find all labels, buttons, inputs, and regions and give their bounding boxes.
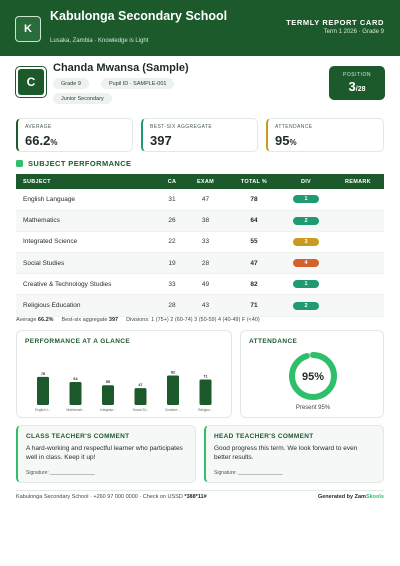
bar-value-label: 82 bbox=[170, 370, 176, 375]
table-row bbox=[16, 295, 384, 316]
col-subject: SUBJECT bbox=[16, 174, 161, 189]
student-name: Chanda Mwansa (Sample) bbox=[53, 62, 189, 74]
table-row bbox=[16, 231, 384, 252]
attendance-card bbox=[266, 118, 384, 152]
table-row bbox=[16, 189, 384, 210]
total-score: 82 bbox=[228, 274, 280, 295]
division-cell bbox=[280, 189, 332, 210]
student-avatar: C bbox=[15, 66, 47, 98]
school-name: Kabulonga Secondary School bbox=[50, 9, 228, 23]
class-teacher-comment bbox=[16, 425, 196, 483]
attendance-panel bbox=[240, 330, 384, 418]
class-comment-text: A hard-working and respectful learner who participates well in class. Keep it up! bbox=[26, 445, 183, 461]
performance-chart bbox=[17, 347, 231, 417]
ca-score: 22 bbox=[161, 231, 183, 252]
exam-score: 38 bbox=[183, 210, 228, 231]
aggregate-card bbox=[141, 118, 258, 152]
bar-category-label: Social St... bbox=[132, 408, 149, 412]
col-remark: REMARK bbox=[332, 174, 384, 189]
bar-1 bbox=[70, 382, 82, 405]
bar-category-label: Creative ... bbox=[165, 408, 181, 412]
aggregate-label: BEST-SIX AGGREGATE bbox=[150, 124, 213, 130]
section-marker-icon bbox=[16, 160, 23, 167]
bar-category-label: Religiou... bbox=[198, 408, 213, 412]
division-badge: 1 bbox=[293, 280, 319, 288]
ca-score: 26 bbox=[161, 210, 183, 231]
level-chip: Junior Secondary bbox=[53, 93, 112, 104]
bar-2 bbox=[102, 385, 114, 405]
footer-contact: Kabulonga Secondary School · +260 97 000 0000 · Check on USSD *388*11# bbox=[16, 494, 207, 500]
division-badge: 3 bbox=[293, 238, 319, 246]
report-header bbox=[0, 0, 400, 56]
summary-aggregate: Best-six aggregate 397 bbox=[61, 317, 119, 323]
position-value: 3/28 bbox=[348, 79, 366, 94]
pupil-id-chip: Pupil ID · SAMPLE-001 bbox=[101, 78, 174, 89]
summary-average: Average 66.2% bbox=[16, 317, 54, 323]
bar-value-label: 64 bbox=[73, 376, 78, 381]
subject-name: English Language bbox=[16, 189, 161, 210]
performance-title: PERFORMANCE AT A GLANCE bbox=[25, 338, 131, 345]
table-row bbox=[16, 210, 384, 231]
remark-cell bbox=[332, 253, 384, 274]
table-row bbox=[16, 274, 384, 295]
head-signature-line: Signature: ________________ bbox=[214, 470, 283, 476]
division-cell bbox=[280, 231, 332, 252]
total-score: 55 bbox=[228, 231, 280, 252]
total-score: 64 bbox=[228, 210, 280, 231]
summary-line bbox=[16, 317, 260, 323]
attendance-label: ATTENDANCE bbox=[275, 124, 313, 130]
average-label: AVERAGE bbox=[25, 124, 52, 130]
subjects-table bbox=[16, 174, 384, 317]
col-exam: EXAM bbox=[183, 174, 228, 189]
exam-score: 28 bbox=[183, 253, 228, 274]
summary-divisions: Divisions: 1 (75+) 2 (60-74) 3 (50-59) 4 (40-49) F (<40) bbox=[126, 317, 260, 323]
table-row bbox=[16, 253, 384, 274]
school-subtitle: Lusaka, Zambia · Knowledge is Light bbox=[50, 38, 149, 44]
col-div: DIV bbox=[280, 174, 332, 189]
attendance-percent: 95% bbox=[301, 371, 325, 383]
ca-score: 19 bbox=[161, 253, 183, 274]
attendance-ring bbox=[241, 345, 385, 405]
bar-category-label: Integrate... bbox=[100, 408, 116, 412]
division-cell bbox=[280, 253, 332, 274]
head-comment-text: Good progress this term. We look forward to even better results. bbox=[214, 445, 358, 461]
bar-value-label: 55 bbox=[105, 380, 111, 385]
bar-5 bbox=[200, 379, 212, 405]
subject-name: Religious Education bbox=[16, 295, 161, 316]
head-comment-title: HEAD TEACHER'S COMMENT bbox=[214, 433, 314, 440]
subject-name: Mathematics bbox=[16, 210, 161, 231]
division-badge: 2 bbox=[293, 217, 319, 225]
remark-cell bbox=[332, 231, 384, 252]
head-teacher-comment bbox=[204, 425, 384, 483]
subject-name: Creative & Technology Studies bbox=[16, 274, 161, 295]
remark-cell bbox=[332, 295, 384, 316]
bar-value-label: 71 bbox=[203, 374, 208, 379]
bar-4 bbox=[167, 375, 179, 405]
position-box bbox=[329, 66, 385, 100]
report-term: Term 1 2026 · Grade 9 bbox=[323, 29, 384, 35]
bar-category-label: Mathemati... bbox=[66, 408, 85, 412]
grade-chip: Grade 9 bbox=[53, 78, 89, 89]
subject-name: Social Studies bbox=[16, 253, 161, 274]
bar-value-label: 78 bbox=[40, 371, 46, 376]
exam-score: 47 bbox=[183, 189, 228, 210]
table-header-row bbox=[16, 174, 384, 189]
division-cell bbox=[280, 210, 332, 231]
subject-performance-title: SUBJECT PERFORMANCE bbox=[16, 159, 131, 168]
bar-category-label: English L... bbox=[34, 408, 52, 412]
school-logo: K bbox=[15, 16, 41, 42]
division-cell bbox=[280, 295, 332, 316]
division-cell bbox=[280, 274, 332, 295]
division-badge: 1 bbox=[293, 195, 319, 203]
ca-score: 33 bbox=[161, 274, 183, 295]
average-card bbox=[16, 118, 133, 152]
bar-value-label: 47 bbox=[138, 383, 143, 388]
footer-divider bbox=[16, 490, 384, 491]
subject-name: Integrated Science bbox=[16, 231, 161, 252]
remark-cell bbox=[332, 210, 384, 231]
exam-score: 49 bbox=[183, 274, 228, 295]
division-badge: 2 bbox=[293, 302, 319, 310]
footer-generated-by: Generated by ZamSkools bbox=[317, 494, 384, 500]
remark-cell bbox=[332, 274, 384, 295]
average-value: 66.2% bbox=[25, 133, 58, 148]
performance-panel bbox=[16, 330, 232, 418]
class-comment-title: CLASS TEACHER'S COMMENT bbox=[26, 433, 130, 440]
report-title: TERMLY REPORT CARD bbox=[286, 18, 384, 27]
aggregate-value: 397 bbox=[150, 133, 172, 148]
attendance-caption: Present 95% bbox=[295, 405, 331, 411]
class-signature-line: Signature: ________________ bbox=[26, 470, 95, 476]
division-badge: 4 bbox=[293, 259, 319, 267]
total-score: 47 bbox=[228, 253, 280, 274]
ca-score: 28 bbox=[161, 295, 183, 316]
position-label: POSITION bbox=[343, 72, 371, 78]
total-score: 78 bbox=[228, 189, 280, 210]
col-ca: CA bbox=[161, 174, 183, 189]
exam-score: 33 bbox=[183, 231, 228, 252]
attendance-title: ATTENDANCE bbox=[249, 338, 298, 345]
bar-3 bbox=[135, 388, 147, 405]
remark-cell bbox=[332, 189, 384, 210]
bar-0 bbox=[37, 377, 49, 405]
col-total: TOTAL % bbox=[228, 174, 280, 189]
total-score: 71 bbox=[228, 295, 280, 316]
exam-score: 43 bbox=[183, 295, 228, 316]
attendance-value: 95% bbox=[275, 133, 297, 148]
ca-score: 31 bbox=[161, 189, 183, 210]
